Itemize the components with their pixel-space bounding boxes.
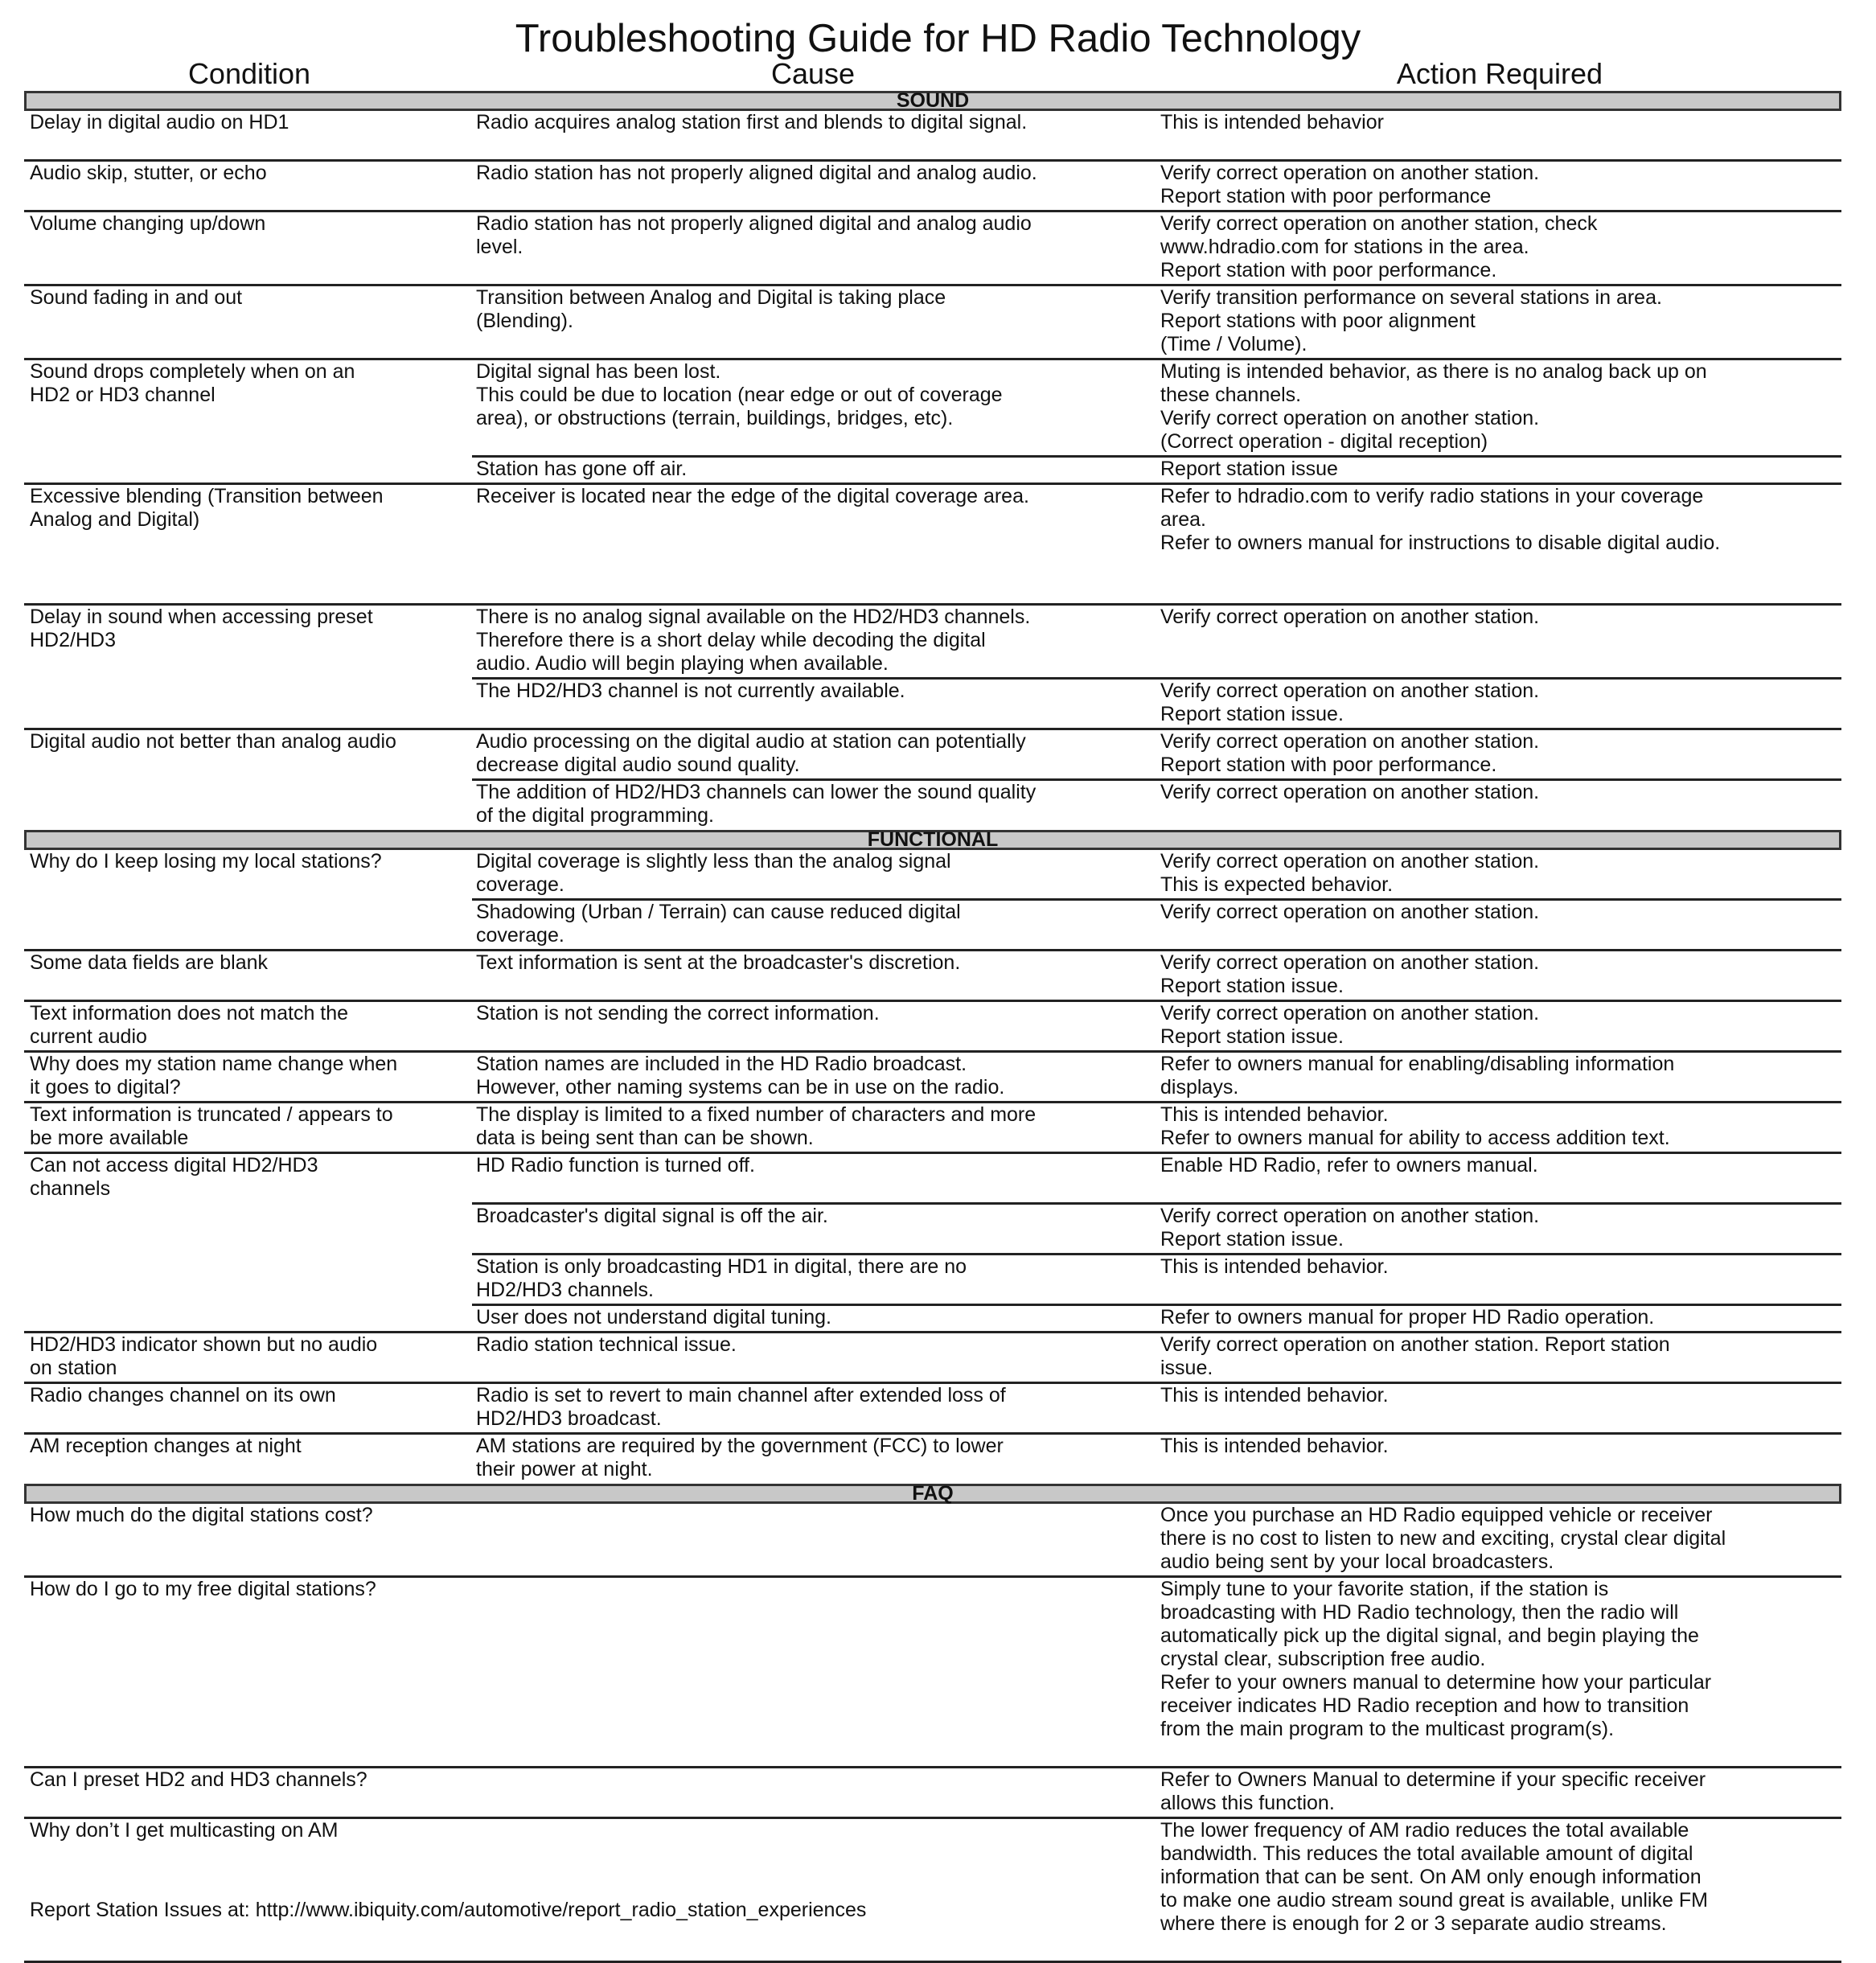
action-cell-line: broadcasting with HD Radio technology, then the radio will <box>1160 1601 1679 1624</box>
condition-cell <box>30 360 355 407</box>
cause-action-group <box>24 901 1841 949</box>
condition-cell <box>30 1384 336 1407</box>
cause-cell <box>476 1154 755 1177</box>
action-cell-line: (Correct operation - digital reception) <box>1160 430 1488 453</box>
cause-cell <box>476 111 1027 134</box>
action-cell-line: www.hdradio.com for stations in the area. <box>1160 236 1529 258</box>
action-cell-line: Verify correct operation on another station. <box>1160 951 1540 974</box>
action-cell-line: issue. <box>1160 1357 1213 1379</box>
action-cell-line: Refer to Owners Manual to determine if your specific receiver <box>1160 1768 1706 1791</box>
condition-cell-line: How much do the digital stations cost? <box>30 1504 373 1526</box>
condition-cell <box>30 1819 339 1842</box>
condition-cell-line: HD2/HD3 <box>30 629 116 651</box>
cause-cell-line: Radio station has not properly aligned digital and analog audio. <box>476 162 1037 184</box>
action-cell <box>1160 1205 1539 1251</box>
cause-cell <box>476 286 946 333</box>
action-cell <box>1160 1255 1389 1279</box>
action-cell-line: allows this function. <box>1160 1792 1335 1814</box>
cause-cell-line: area), or obstructions (terrain, buildings, bridges, etc). <box>476 407 954 429</box>
cause-cell <box>476 1333 737 1357</box>
table-row <box>24 162 1841 210</box>
table-row <box>24 730 1841 829</box>
action-cell-line: Simply tune to your favorite station, if the station is <box>1160 1578 1609 1600</box>
action-cell-line: Verify correct operation on another station. <box>1160 901 1540 923</box>
condition-cell <box>30 730 396 754</box>
action-cell <box>1160 162 1539 208</box>
action-cell-line: This is intended behavior. <box>1160 1103 1389 1126</box>
cause-cell-line: Station is only broadcasting HD1 in digital, there are no <box>476 1255 967 1278</box>
cause-cell-line: Text information is sent at the broadcaster's discretion. <box>476 951 961 974</box>
action-cell <box>1160 485 1720 555</box>
condition-cell <box>30 111 289 134</box>
cause-cell-line: (Blending). <box>476 310 573 332</box>
cause-action-group <box>24 286 1841 358</box>
action-cell <box>1160 730 1539 777</box>
action-cell-line: to make one audio stream sound great is available, unlike FM <box>1160 1889 1708 1912</box>
action-cell <box>1160 850 1539 897</box>
cause-action-group <box>24 1578 1841 1766</box>
action-cell-line: Refer to hdradio.com to verify radio stations in your coverage <box>1160 485 1704 507</box>
action-cell-line: bandwidth. This reduces the total available amount of digital <box>1160 1842 1693 1865</box>
table-row <box>24 1333 1841 1382</box>
condition-cell <box>30 1435 302 1458</box>
condition-cell <box>30 1053 397 1099</box>
action-cell <box>1160 1154 1538 1177</box>
condition-cell-line: AM reception changes at night <box>30 1435 302 1457</box>
action-cell-line: audio being sent by your local broadcasters. <box>1160 1550 1554 1573</box>
action-cell-line: Report station issue. <box>1160 703 1344 725</box>
cause-cell-line: their power at night. <box>476 1458 653 1480</box>
action-cell <box>1160 1504 1726 1574</box>
cause-cell-line: audio. Audio will begin playing when available. <box>476 652 889 675</box>
table-row <box>24 212 1841 284</box>
condition-cell <box>30 1002 348 1049</box>
cause-action-group <box>24 1255 1841 1304</box>
footer-note: Report Station Issues at: http://www.ibiquity.com/automotive/report_radio_station_experiences <box>30 1899 867 1921</box>
action-cell-line: Verify correct operation on another station. <box>1160 407 1540 429</box>
action-cell <box>1160 1103 1670 1150</box>
action-cell-line: This is expected behavior. <box>1160 873 1394 896</box>
action-cell-line: Verify correct operation on another station. <box>1160 1002 1540 1025</box>
table-row <box>24 1002 1841 1050</box>
action-cell-line: these channels. <box>1160 384 1302 406</box>
condition-cell-line: How do I go to my free digital stations? <box>30 1578 376 1600</box>
cause-action-group <box>24 162 1841 210</box>
cause-cell-line: level. <box>476 236 523 258</box>
action-cell-line: receiver indicates HD Radio reception and how to transition <box>1160 1694 1689 1717</box>
action-cell <box>1160 458 1338 481</box>
troubleshooting-table <box>24 90 1841 1963</box>
condition-cell <box>30 162 267 185</box>
table-row <box>24 850 1841 949</box>
action-cell-line: (Time / Volume). <box>1160 333 1307 355</box>
cause-cell-line: Radio is set to revert to main channel after extended loss of <box>476 1384 1006 1407</box>
action-cell-line: The lower frequency of AM radio reduces the total available <box>1160 1819 1689 1842</box>
section-header-faq: FAQ <box>24 1484 1841 1504</box>
cause-action-group <box>24 1205 1841 1253</box>
action-cell-line: displays. <box>1160 1076 1239 1099</box>
action-cell-line: crystal clear, subscription free audio. <box>1160 1648 1486 1670</box>
action-cell <box>1160 606 1539 629</box>
cause-cell-line: The display is limited to a fixed number of characters and more <box>476 1103 1037 1126</box>
cause-cell-line: Broadcaster's digital signal is off the air. <box>476 1205 828 1227</box>
action-cell-line: Refer to your owners manual to determine how your particular <box>1160 1671 1712 1694</box>
condition-cell <box>30 1333 377 1380</box>
table-row <box>24 1768 1841 1817</box>
action-cell-line: information that can be sent. On AM only enough information <box>1160 1866 1702 1888</box>
table-row <box>24 606 1841 728</box>
condition-cell-line: channels <box>30 1177 111 1200</box>
condition-cell-line: Digital audio not better than analog audio <box>30 730 396 753</box>
section-header-sound: SOUND <box>24 91 1841 111</box>
cause-cell <box>476 1002 880 1025</box>
cause-cell-line: coverage. <box>476 873 564 896</box>
cause-cell <box>476 1384 1006 1431</box>
cause-action-group <box>24 680 1841 728</box>
action-cell <box>1160 951 1539 998</box>
condition-cell-line: Can I preset HD2 and HD3 channels? <box>30 1768 367 1791</box>
action-cell <box>1160 1768 1706 1815</box>
cause-cell <box>476 212 1032 259</box>
cause-cell-line: Radio station technical issue. <box>476 1333 737 1356</box>
table-row <box>24 1504 1841 1575</box>
cause-cell <box>476 850 951 897</box>
table-row <box>24 951 1841 1000</box>
action-cell-line: This is intended behavior <box>1160 111 1384 133</box>
action-cell <box>1160 1053 1674 1099</box>
condition-cell-line: be more available <box>30 1127 189 1149</box>
action-cell-line: This is intended behavior. <box>1160 1384 1389 1407</box>
condition-cell <box>30 1768 367 1792</box>
condition-cell-line: Text information does not match the <box>30 1002 349 1025</box>
cause-cell <box>476 360 1003 430</box>
action-cell-line: where there is enough for 2 or 3 separate audio streams. <box>1160 1912 1667 1935</box>
cause-cell-line: decrease digital audio sound quality. <box>476 754 800 776</box>
cause-cell-line: of the digital programming. <box>476 804 714 827</box>
cause-cell-line: Shadowing (Urban / Terrain) can cause reduced digital <box>476 901 961 923</box>
table-row <box>24 485 1841 603</box>
action-cell-line: Verify correct operation on another station, check <box>1160 212 1598 235</box>
condition-cell-line: Analog and Digital) <box>30 508 200 531</box>
condition-cell-line: current audio <box>30 1025 147 1048</box>
condition-cell-line: Sound fading in and out <box>30 286 243 309</box>
action-cell-line: from the main program to the multicast program(s). <box>1160 1718 1615 1740</box>
cause-cell-line: Radio acquires analog station first and blends to digital signal. <box>476 111 1028 133</box>
cause-cell-line: Receiver is located near the edge of the digital coverage area. <box>476 485 1029 507</box>
table-row <box>24 1819 1841 1961</box>
cause-cell-line: Station has gone off air. <box>476 458 688 480</box>
condition-cell <box>30 1578 376 1601</box>
condition-cell <box>30 850 382 873</box>
cause-cell <box>476 606 1030 676</box>
action-cell <box>1160 1333 1670 1380</box>
condition-cell-line: HD2/HD3 indicator shown but no audio <box>30 1333 378 1356</box>
condition-cell-line: Radio changes channel on its own <box>30 1384 336 1407</box>
condition-cell-line: Why do I keep losing my local stations? <box>30 850 382 873</box>
action-cell-line: Report station with poor performance. <box>1160 259 1497 281</box>
cause-cell-line: Station names are included in the HD Radio broadcast. <box>476 1053 967 1075</box>
cause-cell-line: HD2/HD3 broadcast. <box>476 1407 662 1430</box>
cause-cell <box>476 1306 831 1329</box>
cause-cell-line: coverage. <box>476 924 564 947</box>
action-cell-line: automatically pick up the digital signal, and begin playing the <box>1160 1624 1699 1647</box>
action-cell <box>1160 360 1707 454</box>
cause-cell-line: Digital coverage is slightly less than the analog signal <box>476 850 951 873</box>
action-cell <box>1160 111 1384 134</box>
action-cell <box>1160 680 1539 726</box>
cause-cell-line: HD Radio function is turned off. <box>476 1154 755 1177</box>
action-cell-line: Muting is intended behavior, as there is no analog back up on <box>1160 360 1707 383</box>
condition-cell <box>30 1103 393 1150</box>
cause-cell <box>476 680 905 703</box>
condition-cell-line: Excessive blending (Transition between <box>30 485 384 507</box>
condition-cell-line: Some data fields are blank <box>30 951 269 974</box>
action-cell <box>1160 1578 1711 1741</box>
action-cell-line: there is no cost to listen to new and exciting, crystal clear digital <box>1160 1527 1726 1550</box>
action-cell-line: Report station with poor performance <box>1160 185 1492 207</box>
action-cell-line: Report station issue. <box>1160 975 1344 997</box>
action-cell-line: Refer to owners manual for enabling/disabling information <box>1160 1053 1675 1075</box>
action-cell-line: Report station issue <box>1160 458 1338 480</box>
cause-cell-line: Transition between Analog and Digital is taking place <box>476 286 946 309</box>
cause-cell <box>476 901 961 947</box>
cause-cell <box>476 1103 1036 1150</box>
cause-cell-line: HD2/HD3 channels. <box>476 1279 654 1301</box>
cause-cell <box>476 162 1037 185</box>
action-cell-line: Report station issue. <box>1160 1228 1344 1250</box>
condition-cell <box>30 1154 318 1201</box>
cause-cell <box>476 458 687 481</box>
condition-cell-line: Sound drops completely when on an <box>30 360 355 383</box>
condition-cell-line: Delay in digital audio on HD1 <box>30 111 289 133</box>
cause-cell-line: Therefore there is a short delay while decoding the digital <box>476 629 986 651</box>
condition-cell <box>30 212 265 236</box>
action-cell-line: Report station issue. <box>1160 1025 1344 1048</box>
cause-cell-line: There is no analog signal available on the HD2/HD3 channels. <box>476 606 1031 628</box>
action-cell <box>1160 1384 1389 1407</box>
action-cell-line: Enable HD Radio, refer to owners manual. <box>1160 1154 1538 1177</box>
cause-cell-line: Audio processing on the digital audio at station can potentially <box>476 730 1026 753</box>
condition-cell-line: on station <box>30 1357 117 1379</box>
cause-cell <box>476 485 1029 508</box>
condition-cell-line: Why don’t I get multicasting on AM <box>30 1819 339 1842</box>
condition-cell <box>30 286 242 310</box>
table-row <box>24 1578 1841 1766</box>
action-cell-line: Report stations with poor alignment <box>1160 310 1476 332</box>
action-cell-line: Verify correct operation on another station. <box>1160 606 1540 628</box>
condition-cell <box>30 485 384 532</box>
cause-action-group <box>24 951 1841 1000</box>
column-header-cause: Cause <box>770 57 856 90</box>
action-cell-line: Once you purchase an HD Radio equipped vehicle or receiver <box>1160 1504 1713 1526</box>
page-title: Troubleshooting Guide for HD Radio Technology <box>515 17 1361 60</box>
action-cell <box>1160 1306 1654 1329</box>
condition-cell-line: Text information is truncated / appears to <box>30 1103 393 1126</box>
table-row <box>24 360 1841 483</box>
action-cell-line: Verify correct operation on another station. <box>1160 730 1540 753</box>
cause-cell-line: The addition of HD2/HD3 channels can lower the sound quality <box>476 781 1037 803</box>
cause-cell-line: User does not understand digital tuning. <box>476 1306 831 1329</box>
action-cell-line: This is intended behavior. <box>1160 1255 1389 1278</box>
cause-cell <box>476 730 1026 777</box>
table-row <box>24 1154 1841 1331</box>
action-cell-line: Verify correct operation on another station. <box>1160 850 1540 873</box>
action-cell <box>1160 1435 1389 1458</box>
table-row <box>24 111 1841 159</box>
action-cell <box>1160 212 1597 282</box>
action-cell-line: This is intended behavior. <box>1160 1435 1389 1457</box>
action-cell-line: Report station with poor performance. <box>1160 754 1497 776</box>
action-cell <box>1160 1002 1539 1049</box>
action-cell-line: Verify transition performance on several stations in area. <box>1160 286 1662 309</box>
condition-cell <box>30 1504 373 1527</box>
cause-cell <box>476 1255 967 1302</box>
action-cell-line: Verify correct operation on another station. <box>1160 680 1540 702</box>
cause-cell <box>476 1205 828 1228</box>
cause-cell-line: data is being sent than can be shown. <box>476 1127 814 1149</box>
action-cell-line: Refer to owners manual for instructions to disable digital audio. <box>1160 532 1721 554</box>
action-cell-line: Verify correct operation on another station. <box>1160 162 1540 184</box>
cause-action-group <box>24 212 1841 284</box>
action-cell <box>1160 286 1662 356</box>
action-cell-line: Verify correct operation on another station. <box>1160 781 1540 803</box>
condition-cell-line: Can not access digital HD2/HD3 <box>30 1154 318 1177</box>
table-row <box>24 1384 1841 1432</box>
table-row <box>24 1435 1841 1483</box>
cause-action-group <box>24 781 1841 829</box>
action-cell-line: Refer to owners manual for proper HD Radio operation. <box>1160 1306 1655 1329</box>
column-header-condition: Condition <box>187 57 311 90</box>
cause-cell-line: However, other naming systems can be in use on the radio. <box>476 1076 1005 1099</box>
cause-action-group <box>24 1306 1841 1331</box>
table-row <box>24 1053 1841 1101</box>
cause-action-group <box>24 111 1841 159</box>
table-row <box>24 286 1841 358</box>
action-cell-line: area. <box>1160 508 1206 531</box>
cause-action-group <box>24 458 1841 483</box>
action-cell <box>1160 901 1539 924</box>
cause-cell-line: Station is not sending the correct information. <box>476 1002 880 1025</box>
cause-cell <box>476 1053 1004 1099</box>
table-row <box>24 1103 1841 1152</box>
condition-cell-line: Delay in sound when accessing preset <box>30 606 373 628</box>
cause-cell-line: Digital signal has been lost. <box>476 360 721 383</box>
condition-cell <box>30 951 268 975</box>
action-cell-line: Refer to owners manual for ability to access addition text. <box>1160 1127 1670 1149</box>
condition-cell-line: HD2 or HD3 channel <box>30 384 216 406</box>
column-header-action: Action Required <box>1396 57 1603 90</box>
action-cell <box>1160 1819 1708 1936</box>
action-cell-line: Verify correct operation on another station. <box>1160 1205 1540 1227</box>
action-cell <box>1160 781 1539 804</box>
action-cell-line: Verify correct operation on another station. Report station <box>1160 1333 1670 1356</box>
cause-cell-line: The HD2/HD3 channel is not currently available. <box>476 680 905 702</box>
condition-cell <box>30 606 373 652</box>
cause-cell-line: This could be due to location (near edge or out of coverage <box>476 384 1003 406</box>
section-header-functional: FUNCTIONAL <box>24 830 1841 850</box>
condition-cell-line: Why does my station name change when <box>30 1053 398 1075</box>
cause-cell-line: Radio station has not properly aligned digital and analog audio <box>476 212 1032 235</box>
condition-cell-line: Audio skip, stutter, or echo <box>30 162 267 184</box>
cause-cell-line: AM stations are required by the government (FCC) to lower <box>476 1435 1004 1457</box>
condition-cell-line: it goes to digital? <box>30 1076 181 1099</box>
condition-cell-line: Volume changing up/down <box>30 212 266 235</box>
cause-cell <box>476 951 960 975</box>
cause-cell <box>476 781 1036 827</box>
cause-cell <box>476 1435 1004 1481</box>
